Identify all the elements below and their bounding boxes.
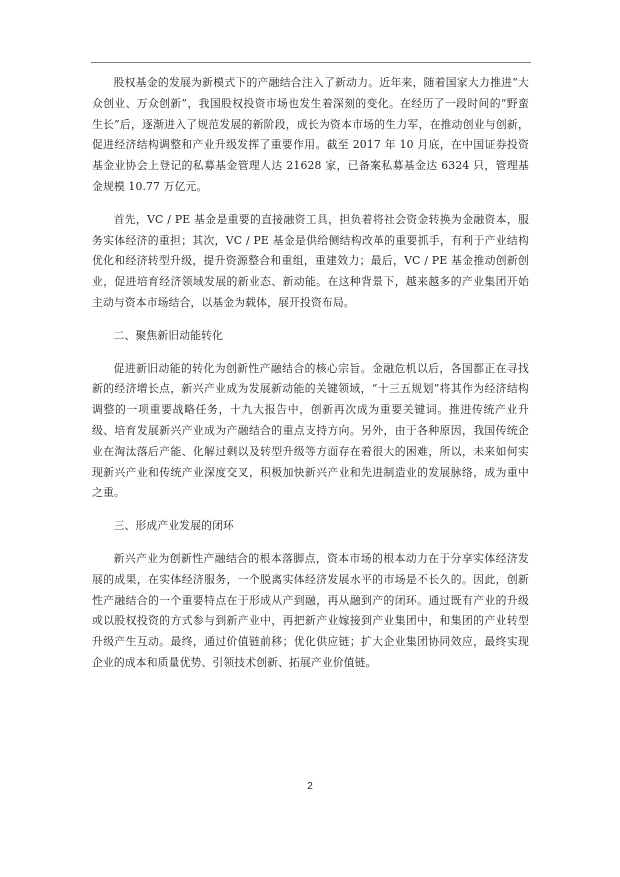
- section-heading-2: 二、聚焦新旧动能转化: [113, 328, 224, 342]
- section-heading-3: 三、形成产业发展的闭环: [113, 519, 235, 533]
- page-number: 2: [307, 781, 313, 792]
- paragraph-vc-pe-role: 首先，VC / PE 基金是重要的直接融资工具，担负着将社会资金转换为金融资本，服务实体经济的重担；其次，VC / PE 基金是供给侧结构改革的重要抓手，有利于产业结构优化和经济转型升级，提升资源整合和重组，重建效力；最后，VC / PE 基金推动创新创业，促进培育经济领域发展的新业态、新动能。在这种背景下，越来越多的产业集团开始主动与资本市场结合，以基金为载体，展开投资布局。: [92, 212, 529, 309]
- paragraph-equity-fund-development: 股权基金的发展为新模式下的产融结合注入了新动力。近年来，随着国家大力推进“大众创业、万众创新”，我国股权投资市场也发生着深刻的变化。在经历了一段时间的“野蛮生长”后，逐渐进入了规范发展的新阶段，成长为资本市场的生力军，在推动创业与创新，促进经济结构调整和产业升级发挥了重要作用。截至 2017 年 10 月底，在中国证券投资基金业协会上登记的私募基金管理人达 21628 家，已备案私募基金达 6324 只，管理基金规模 10.77 万亿元。: [92, 76, 529, 193]
- paragraph-closed-loop: 新兴产业为创新性产融结合的根本落脚点，资本市场的根本动力在于分享实体经济发展的成果，在实体经济服务，一个脱离实体经济发展水平的市场是不长久的。因此，创新性产融结合的一个重要特点在于形成从产到融，再从融到产的闭环。通过既有产业的升级或以股权投资的方式参与到新产业中，再把新产业嫁接到产业集团中，和集团的产业转型升级产生互动。最终，通过价值链前移；优化供应链；扩大企业集团协同效应，最终实现企业的成本和质量优势、引领技术创新、拓展产业价值链。: [92, 551, 529, 669]
- document-body: [92, 73, 529, 686]
- header-rule: [91, 62, 531, 63]
- paragraph-kinetic-energy-transition: 促进新旧动能的转化为创新性产融结合的核心宗旨。金融危机以后，各国都正在寻找新的经济增长点，新兴产业成为发展新动能的关键领域，“十三五规划”将其作为经济结构调整的一项重要战略任务，十九大报告中，创新再次成为重要关键词。推进传统产业升级、培育发展新兴产业成为产融结合的重点支持方向。另外，由于各种原因，我国传统企业在淘汰落后产能、化解过剩以及转型升级等方面存在着很大的困难，所以，未来如何实现新兴产业和传统产业深度交叉，积极加快新兴产业和先进制造业的发展脉络，成为重中之重。: [92, 361, 529, 500]
